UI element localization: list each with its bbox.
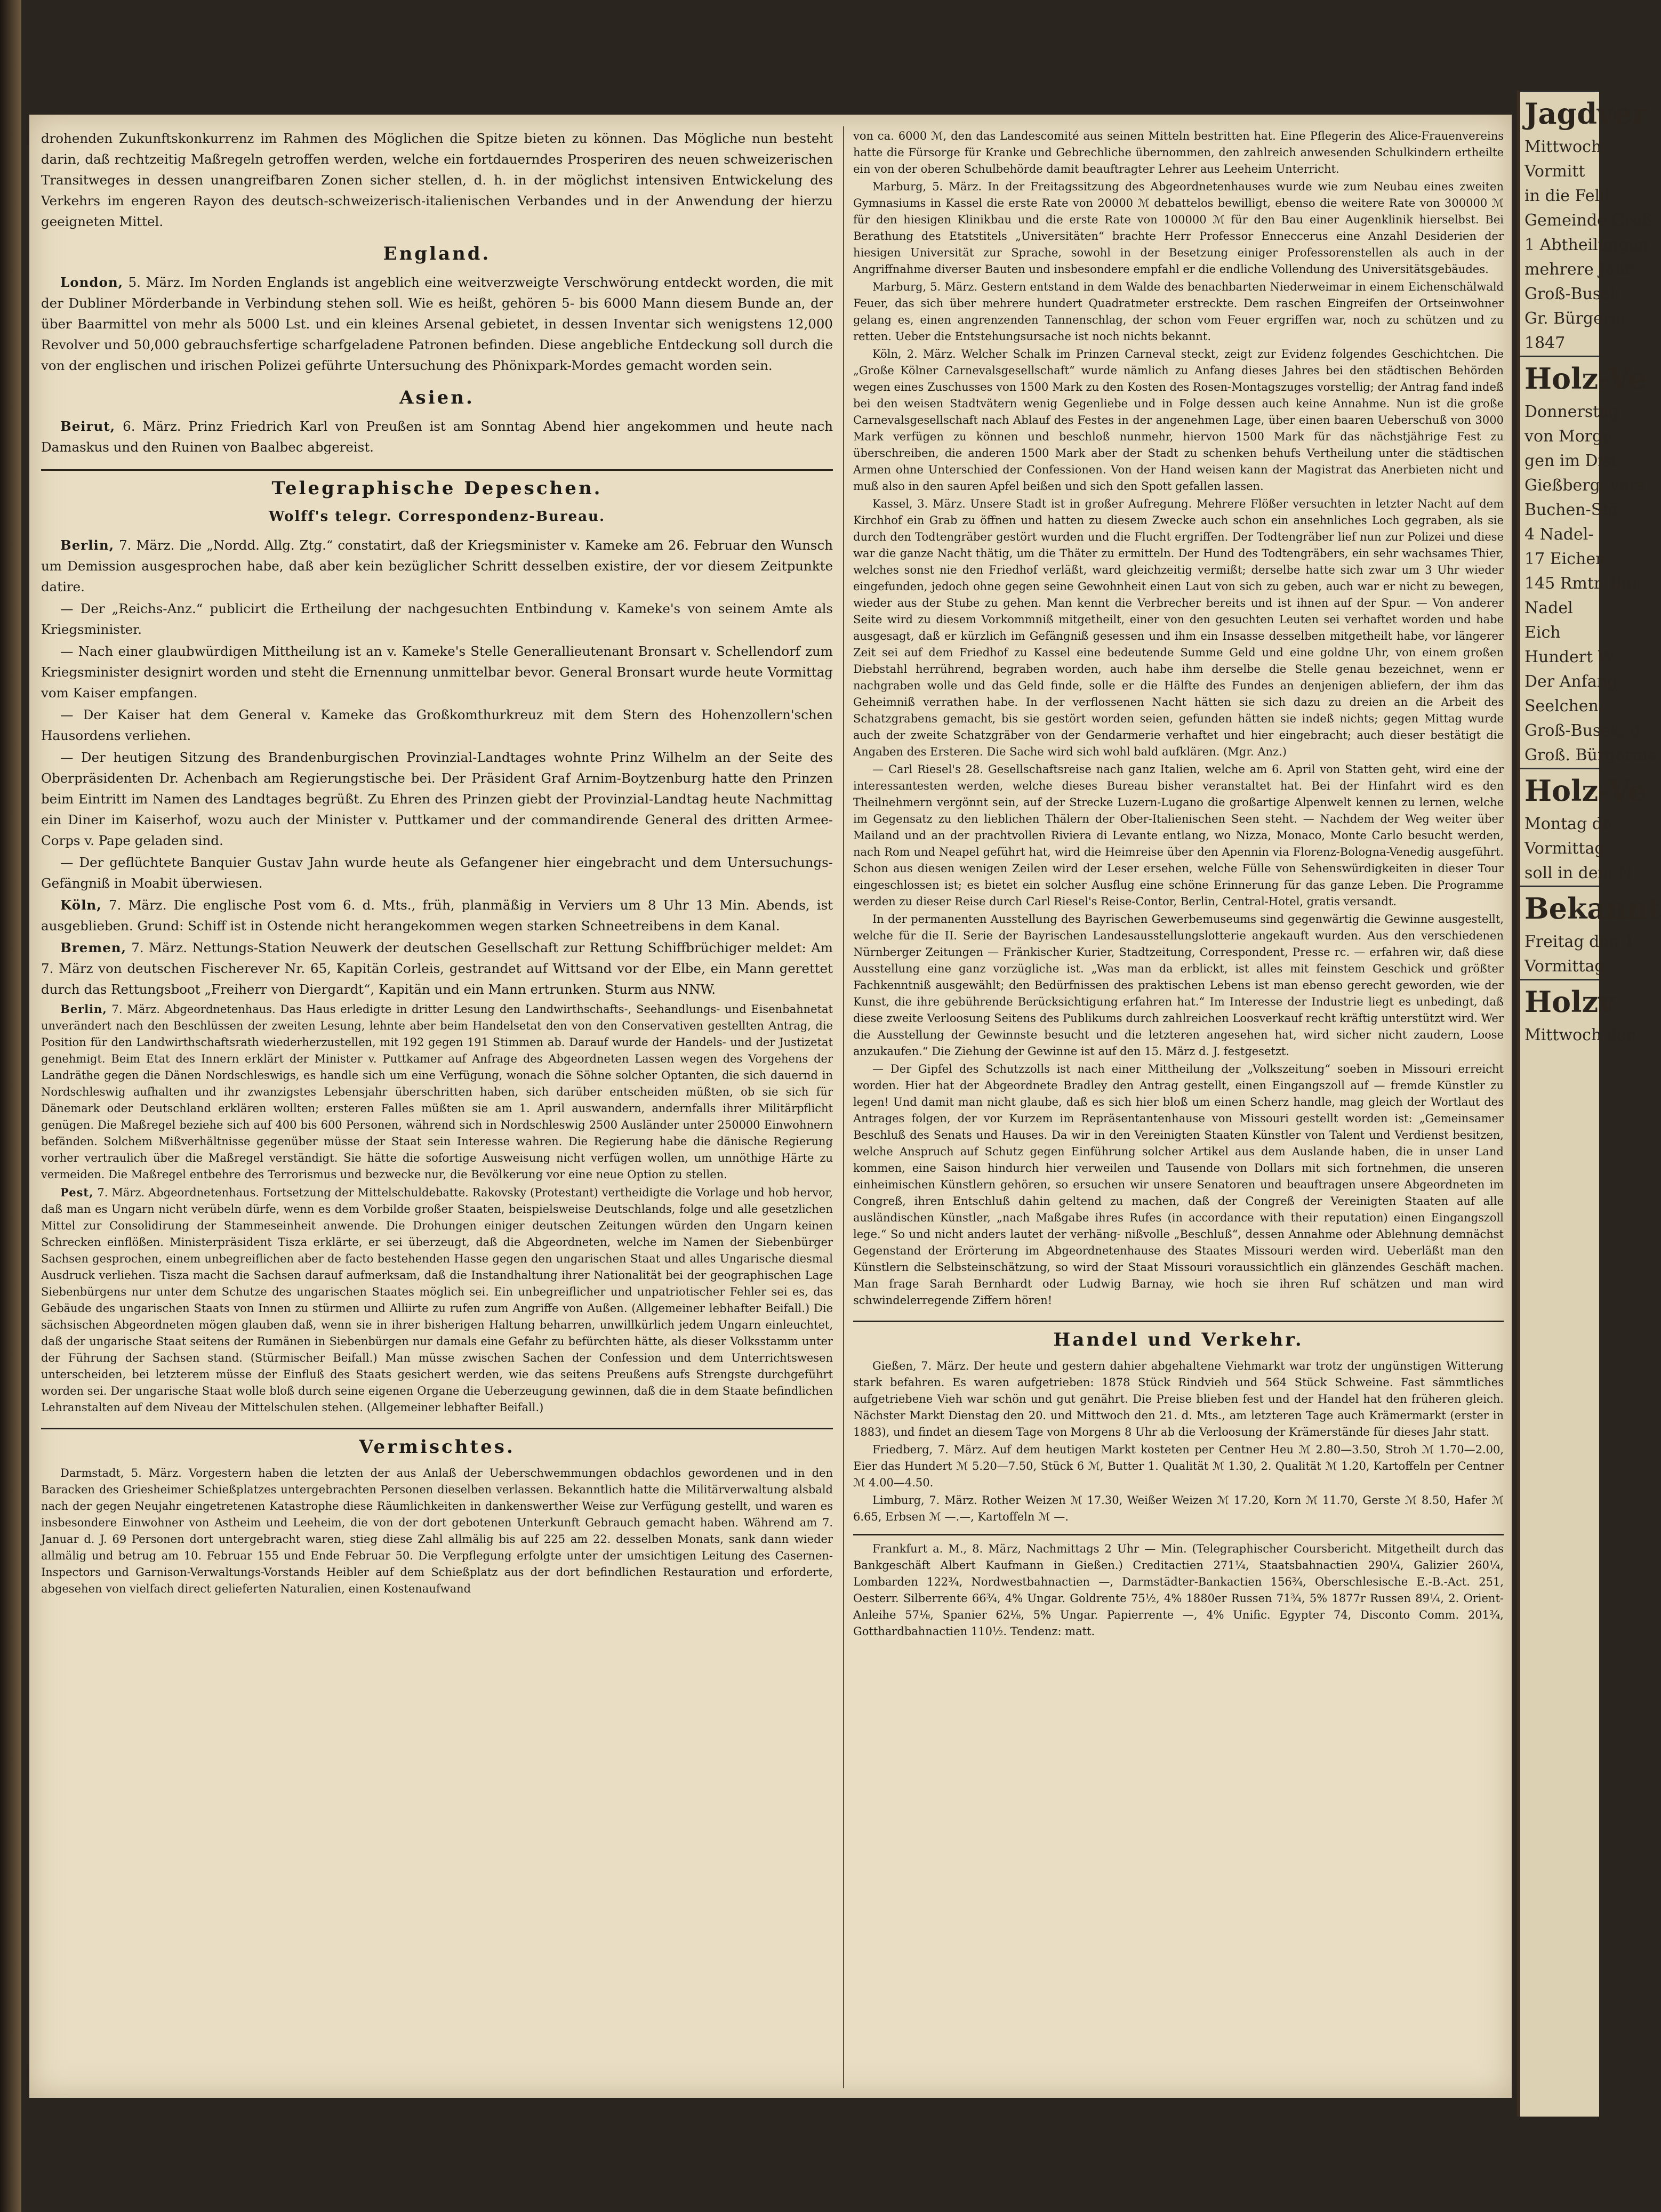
right-page-fragment: Groß. Bürgerme bbox=[1524, 746, 1657, 765]
limburg-article: Limburg, 7. März. Rother Weizen ℳ 17.30, Weißer Weizen ℳ 17.20, Korn ℳ 11.70, Gerste ℳ 8.50, Hafer ℳ 6.65, Erbsen ℳ —.—, Kartoffeln ℳ —. bbox=[853, 1494, 1504, 1523]
bremen-place: Bremen, bbox=[60, 940, 127, 955]
right-page-fragment: Bekannt bbox=[1520, 886, 1599, 930]
middle-column bbox=[853, 128, 1504, 2087]
left-column bbox=[41, 128, 833, 2087]
intro-paragraph: drohenden Zukunftskonkurrenz im Rahmen des Möglichen die Spitze bieten zu können. Das Mögliche nun besteht darin, daß rechtzeitig Maßregeln getroffen werden, welche ein fortdauerndes Prosperiren des neuen schweizerischen Transitweges in dessen unangreifbaren Zonen sicher stellen, d. h. in der möglichst intensiven Entwickelung des Verkehrs im engeren Rayon des deutsch-schweizerisch-italienischen Verbandes und in der Anwendung der hierzu geeigneten Mittel. bbox=[41, 131, 833, 229]
right-page-fragment: Gemeinde Groß- bbox=[1524, 211, 1658, 230]
telegraph-heading: Telegraphische Depeschen. bbox=[41, 469, 833, 499]
right-page-fragment: Holz-Ve bbox=[1520, 768, 1599, 812]
right-page-fragment: Gr. Bürgerm bbox=[1524, 309, 1626, 328]
berlin-place-1: Berlin, bbox=[60, 537, 115, 553]
right-page-fragment: Hundert W bbox=[1524, 648, 1615, 666]
right-page-fragment: Freitag den 1 bbox=[1524, 932, 1635, 951]
right-page-fragment: in die Feld- bbox=[1524, 187, 1616, 205]
kassel-article: Kassel, 3. März. Unsere Stadt ist in großer Aufregung. Mehrere Flößer versuchten in letzter Nacht auf dem Kirchhof ein Grab zu öffnen und hatten zu diesem Zwecke auch schon ein ansehnliches Loch gegraben, als sie durch den Todtengräber gestört wurden und die Flucht ergriffen. Der Todtengräber lief nun zur Polizei und diese war die ganze Nacht thätig, um die Thäter zu ermitteln. Der Hund des Todtengräbers, ein sehr wachsames Thier, welches sonst nie den Friedhof verläßt, ward gleichzeitig vermißt; derselbe hatte sich zwar um 3 Uhr wieder eingefunden, jedoch ohne gegen seine Gewohnheit einen Laut von sich zu geben, auch war er nicht zu bewegen, wieder aus der Stube zu gehen. Man kennt die Verbrecher bereits und ist ihnen auf der Spur. — Von anderer Seite wird zu diesem Vorkommniß mitgetheilt, einer von den gesuchten Leuten sei verhaftet worden und habe ausgesagt, daß er kürzlich im Gefängniß gesessen und ihm ein Insasse desselben mitgetheilt habe, vor längerer Zeit sei auf dem Friedhof zu Kassel eine bedeutende Summe Geld und eine goldne Uhr, von einem großen Diebstahl herrührend, begraben worden, auch habe ihm derselbe die Stelle genau bezeichnet, wenn er nachgraben wolle und das Geld finde, solle er die Hälfte des Fundes an denjenigen abliefern, der ihm das Geheimniß verrathen habe. In der verflossenen Nacht hätten sie sich dazu zu dreien an die Arbeit des Schatzgrabens gemacht, bis sie gestört worden seien, gefunden hätten sie indeß nichts; gegen Mittag wurde auch der zweite Schatzgräber von der Gendarmerie verhaftet und hier eingebracht; auch dieser bestätigt die Angaben des Ersteren. Die Sache wird sich wohl bald aufklären. (Mgr. Anz.) bbox=[853, 497, 1504, 758]
section-rule bbox=[853, 1534, 1504, 1535]
bremen-text: 7. März. Nettungs-Station Neuwerk der deutschen Gesellschaft zur Rettung Schiffbrüchiger meldet: Am 7. März von deutschen Fischerever Nr. 65, Kapitän Corleis, gestrandet auf Wittsand vor der Elbe, ein Mann gerettet durch das Rettungsboot „Freiherr von Diergardt“, Kapitän und ein Mann ertrunken. Sturm aus NNW. bbox=[41, 940, 833, 997]
right-page-fragment: Vormittag bbox=[1524, 839, 1605, 858]
right-page-fragment: gen im Dist bbox=[1524, 452, 1618, 470]
koeln-carneval-article: Köln, 2. März. Welcher Schalk im Prinzen Carneval steckt, zeigt zur Evidenz folgendes Geschichtchen. Die „Große Kölner Carnevalsgesellschaft“ wurde nämlich zu Anfang dieses Jahres bei den städtischen Behörden wegen eines Zuschusses von 1500 Mark zu den Kosten des Rosen-Montagszuges vorstellig; der Antrag fand indeß bei den weisen Stadtvätern wenig Gegenliebe und in Folge dessen auch keine Annahme. Nun ist die große Carnevalsgesellschaft nach Ablauf des Festes in der angenehmen Lage, über einen baaren Ueberschuß von 3000 Mark verfügen zu können und beschloß nunmehr, hiervon 1500 Mark für das nächstjährige Fest zu überschreiben, die anderen 1500 Mark aber der Stadt zu schenken behufs Vertheilung unter die städtischen Armen ohne Unterschied der Confessionen. Von der Hand weisen kann der Magistrat das Anerbieten nicht und muß also in den sauren Apfel beißen und sich den Spott gefallen lassen. bbox=[853, 348, 1504, 493]
right-page-fragment: Der Anfang bbox=[1524, 672, 1618, 691]
right-page-fragment: 17 Eichen- bbox=[1524, 550, 1611, 568]
adjacent-page-edge bbox=[1517, 91, 1661, 2117]
right-page-fragment: Seelchen. bbox=[1524, 697, 1604, 715]
right-page-fragment: 1 Abtheilungen bbox=[1524, 236, 1649, 254]
right-page-fragment: Mittwoch den bbox=[1524, 1026, 1637, 1044]
beirut-place: Beirut, bbox=[60, 419, 116, 434]
right-page-fragment: mehrere Jahr bbox=[1524, 260, 1633, 279]
darmstadt-article: Darmstadt, 5. März. Vorgestern haben die letzten der aus Anlaß der Ueberschwemmungen obdachlos gewordenen und in den Baracken des Griesheimer Schießplatzes untergebrachten Personen dieselben verlassen. Bekanntlich hatte die Militärverwaltung alsbald nach der gegen Neujahr eingetretenen Katastrophe diese Räumlichkeiten in dankenswerther Weise zur Verfügung gestellt, und waren es insbesondere Einwohner von Astheim und Leeheim, die von der dort gebotenen Unterkunft Gebrauch gemacht haben. Während am 7. Januar d. J. 69 Personen dort untergebracht waren, stieg diese Zahl allmälig bis auf 225 am 22. desselben Monats, sank dann wieder allmälig und betrug am 10. Februar 155 und Ende Februar 50. Die Verpflegung erfolgte unter der umsichtigen Leitung des Casernen-Inspectors und Garnison-Verwaltungs-Vorstands Heibler auf dem Schießplatz aus der dort befindlichen Restauration und erforderte, abgesehen von vielfach direct gelieferten Naturalien, einen Kostenaufwand bbox=[41, 1467, 833, 1595]
london-place: London, bbox=[60, 275, 124, 290]
berlin-article-1 bbox=[41, 535, 833, 597]
right-page-fragment: soll in dem N bbox=[1524, 864, 1632, 882]
right-page-fragment: Donnerstag bbox=[1524, 403, 1619, 421]
berlin-text-1: 7. März. Die „Nordd. Allg. Ztg.“ constatirt, daß der Kriegsminister v. Kameke am 26. Februar den Wunsch um Demission ausgesprochen habe, daß aber kein bezüglicher Schritt desselben existire, der vor diesem Zeitpunkte datire. bbox=[41, 537, 833, 594]
book-spine bbox=[0, 0, 21, 2212]
right-page-fragment: Eich bbox=[1524, 623, 1561, 642]
jahn-paragraph: — Der geflüchtete Banquier Gustav Jahn wurde heute als Gefangener hier eingebracht und dem Untersuchungs-Gefängniß in Moabit überwiesen. bbox=[41, 855, 833, 891]
koeln-text: 7. März. Die englische Post vom 6. d. Mts., früh, planmäßig in Verviers um 8 Uhr 13 Min. Abends, ist ausgeblieben. Grund: Schiff ist in Ostende nicht herangekommen wegen starken Schneetreibens in dem Kanal. bbox=[41, 897, 833, 934]
frankfurt-article: Frankfurt a. M., 8. März, Nachmittags 2 Uhr — Min. (Telegraphischer Coursbericht. Mitgetheilt durch das Bankgeschäft Albert Kaufmann in Gießen.) Creditactien 271¼, Staatsbahnactien 290¼, Galizier 260¼, Lombarden 122¾, Nordwestbahnactien —, Darmstädter-Bankactien 156¾, Oberschlesische E.-B.-Act. 251, Oesterr. Silberrente 66¾, 4% Ungar. Goldrente 75½, 4% 1880er Russen 71¾, 5% 1877r Russen 89¼, 2. Orient-Anleihe 57⅛, Spanier 62⅛, 5% Ungar. Papierrente —, 4% Unific. Egypter 74, Disconto Comm. 201¾, Gotthardbahnactien 110½. Tendenz: matt. bbox=[853, 1542, 1504, 1638]
friedberg-article: Friedberg, 7. März. Auf dem heutigen Markt kosteten per Centner Heu ℳ 2.80—3.50, Stroh ℳ 1.70—2.00, Eier das Hundert ℳ 5.20—7.50, Stück 6 ℳ, Butter 1. Qualität ℳ 1.30, 2. Qualität ℳ 1.20, Kartoffeln per Centner ℳ 4.00—4.50. bbox=[853, 1443, 1504, 1489]
ausstellung-article: In der permanenten Ausstellung des Bayrischen Gewerbemuseums sind gegenwärtig die Gewinne ausgestellt, welche für die II. Serie der Bayrischen Landesausstellungslotterie angekauft wurden. Aus den verschiedenen Nürnberger Zeitungen — Fränkischer Kurier, Stadtzeitung, Correspondent, Presse rc. — erfahren wir, daß diese Ausstellung eine ganz vorzügliche ist. „Was man da erblickt, ist alles mit feinstem Geschick und größter Fachkenntniß ausgewählt; den Bedürfnissen des praktischen Lebens ist man ebenso gerecht geworden, wie der Kunst, die ihre gebührende Berücksichtigung erfahren hat.“ Im Interesse der Industrie liegt es unbedingt, daß diese zweite Verloosung Seitens des Publikums durch zahlreichen Loosverkauf recht kräftig unterstützt wird. Wer die Ausstellung der Gewinnste besucht und die letzteren angesehen hat, wird sicher nicht zaudern, Loose anzukaufen.“ Die Ziehung der Gewinne ist auf den 15. März d. J. festgesetzt. bbox=[853, 913, 1504, 1058]
marburg-article-1: Marburg, 5. März. In der Freitagssitzung des Abgeordnetenhauses wurde wie zum Neubau eines zweiten Gymnasiums in Kassel die erste Rate von 20000 ℳ debattelos bewilligt, ebenso die weitere Rate von 300000 ℳ für den hiesigen Klinikbau und die erste Rate von 100000 ℳ für den Bau einer Augenklinik hierselbst. Bei Berathung des Etatstitels „Universitäten“ brachte Herr Professor Enneccerus eine Anzahl Desiderien der hiesigen Universität zur Sprache, sowohl in der Besetzung einiger Professorenstellen als auch in der Angriffnahme diverser Bauten und insbesondere empfahl er die endliche Vollendung des Universitätsgebäudes. bbox=[853, 180, 1504, 276]
right-page-fragment: von Morge bbox=[1524, 427, 1612, 446]
column-divider bbox=[843, 126, 844, 2088]
right-page-fragment: Holz-Ve bbox=[1520, 356, 1599, 400]
telegraph-subheading: Wolff's telegr. Correspondenz-Bureau. bbox=[268, 509, 606, 525]
beirut-article bbox=[41, 416, 833, 457]
schutzzoll-article: — Der Gipfel des Schutzzolls ist nach einer Mittheilung der „Volkszeitung“ soeben in Missouri erreicht worden. Hier hat der Abgeordnete Bradley den Antrag gestellt, einen Eingangszoll auf — fremde Künstler zu legen! Und damit man nicht glaube, daß es sich hier bloß um einen Scherz handle, mag gleich der Wortlaut des Antrages folgen, der vor Kurzem im Repräsentantenhause von Missouri gestellt worden ist: „Gemeinsamer Beschluß des Senats und Hauses. Da wir in den Vereinigten Staaten Künstler von Talent und Verdienst besitzen, welche Anspruch auf Schutz gegen Einführung solcher Artikel aus dem Auslande haben, die in unser Land kommen, eine Saison hindurch hier verweilen und Tausende von Dollars mit sich fortnehmen, die unseren einheimischen Künstlern gehören, so ersuchen wir unsere Senatoren und beauftragen unsere Abgeordneten im Congreß, ihren Entschluß dahin geltend zu machen, daß der Congreß der Vereinigten Staaten auf alle ausländischen Künstler, „nach Maßgabe ihres Rufes (in accordance with their reputation) einen Eingangszoll lege.“ So und nicht anders lautet der verhäng- nißvolle „Beschluß“, dessen Annahme oder Ablehnung demnächst Gegenstand der Erörterung im Abgeordnetenhause des Staates Missouri werden wird. Ueberläßt man den Künstlern die Selbsteinschätzung, so wird der Staat Missouri voraussichtlich ein glänzendes Geschäft machen. Man frage Sarah Bernhardt oder Ludwig Barnay, wie hoch sie ihren Ruf schätzen und man wird schwindelerregende Ziffern hören! bbox=[853, 1063, 1504, 1307]
beirut-text: 6. März. Prinz Friedrich Karl von Preußen ist am Sonntag Abend hier angekommen und heute nach Damaskus und den Ruinen von Baalbec abgereist. bbox=[41, 419, 833, 455]
england-heading: England. bbox=[383, 243, 491, 264]
berlin-text-2: 7. März. Abgeordnetenhaus. Das Haus erledigte in dritter Lesung den Landwirthschafts-, Seehandlungs- und Eisenbahnetat unverändert nach den Beschlüssen der zweiten Lesung, lehnte aber beim Handelsetat den von den Conservativen gestellten Antrag, die Position für den Landwirthschaftsrath wiederherzustellen, mit 192 gegen 191 Stimmen ab. Darauf wurde der Handels- und der Justizetat genehmigt. Beim Etat des Innern erklärt der Minister v. Puttkamer auf Anfrage des Abgeordneten Lassen wegen des Vorgehens der Landräthe gegen die Dänen Nordschleswigs, es handle sich um eine Verfügung, wonach die Söhne solcher Optanten, die sich dauernd in Nordschleswig aufhalten und ihr zwanzigstes Lebensjahr überschritten haben, sich darüber entscheiden müßten, ob sie sich für Dänemark oder Deutschland erklären wollten; ersteren Falles müßten sie am 1. April auswandern, andernfalls ihrer Militärpflicht genügen. Die Maßregel beziehe sich auf 400 bis 600 Personen, während sich in Nordschleswig 2500 Ausländer unter 250000 Einwohnern befänden. Solchem Mißverhältnisse gegenüber müsse der Staat sein Interesse wahren. Die Regierung habe die dänische Regierung vorher vertraulich über die Maßregel verständigt. Sie hätte die sofortige Ausweisung nicht verfügen wollen, um unnöthige Härte zu vermeiden. Die Maßregel entbehre des Terrorismus und bezwecke nur, die Bevölkerung vor eine neue Option zu stellen. bbox=[41, 1003, 833, 1181]
pest-place: Pest, bbox=[60, 1186, 94, 1199]
riesel-article: — Carl Riesel's 28. Gesellschaftsreise nach ganz Italien, welche am 6. April von Statten geht, wird eine der interessantesten werden, welche dieses Bureau bisher veranstaltet hat. Bei der Hinfahrt wird es den Theilnehmern vergönnt sein, auf der Strecke Luzern-Lugano die großartige Alpenwelt kennen zu lernen, welche im Gegensatz zu den lieblichen Thälern der Ober-Italienischen Seen steht. — Nachdem der Weg weiter über Mailand und an der prachtvollen Riviera di Levante entlang, wo Nizza, Monaco, Monte Carlo besucht werden, nach Rom und Neapel geführt hat, wird die Heimreise über den Apennin via Florenz-Bologna-Venedig ausgeführt. Schon aus diesen wenigen Zeilen wird der Leser ersehen, welche Fülle von Sehenswürdigkeiten in dieser Tour eingeschlossen ist; es bietet ein solcher Ausflug eine schöne Erinnerung für das ganze Leben. Die Programme werden zu dieser Reise durch Carl Riesel's Reise-Contor, Berlin, Central-Hotel, gratis versandt. bbox=[853, 763, 1504, 908]
right-page-fragment: Mittwoch bbox=[1524, 138, 1602, 156]
reichsanz-paragraph: — Der „Reichs-Anz.“ publicirt die Ertheilung der nachgesuchten Entbindung v. Kameke's von seinem Amte als Kriegsminister. bbox=[41, 601, 833, 637]
right-page-fragment: Holzv bbox=[1520, 979, 1599, 1023]
pest-text: 7. März. Abgeordnetenhaus. Fortsetzung der Mittelschuldebatte. Rakovsky (Protestant) vertheidigte die Vorlage und hob hervor, daß man es Ungarn nicht verübeln dürfe, wenn es dem Vorbilde großer Staaten, beispielsweise Deutschlands, folge und alle gesetzlichen Mittel zur Consolidirung der Stammeseinheit anwende. Die Drohungen einiger deutschen Zeitungen würden den Ungarn keinen Schrecken einflößen. Ministerpräsident Tisza erklärte, er sei überzeugt, daß die Abgeordneten, welche im Namen der Siebenbürger Sachsen gesprochen, einem unbegreiflichen aber de facto bestehenden Hasse gegen den ungarischen Staat und alles Ungarische diesmal Ausdruck verliehen. Tisza macht die Sachsen darauf aufmerksam, daß die Instandhaltung ihrer Nationalität bei der geographischen Lage Siebenbürgens nur unter dem Schutze des ungarischen Staates möglich sei. Ein unbegreiflicher und unpatriotischer Fehler sei es, das Gebäude des ungarischen Staats von Innen zu stürmen und Alliirte zu rufen zum Angriffe von Außen. (Allgemeiner lebhafter Beifall.) Die sächsischen Abgeordneten mögen glauben daß, wenn sie in ihrer bisherigen Haltung beharren, unwillkürlich jedem Ungarn einleuchtet, daß der ungarische Staat seitens der Rumänen in Siebenbürgen nur damals eine Gefahr zu befürchten hätte, als dieser Volksstamm unter der Führung der Sachsen stand. (Stürmischer Beifall.) Man müsse zwischen Sachen der Confession und dem Unterrichtswesen unterscheiden, bei letzterem müsse der Einfluß des Staats gesichert werden, wie das seitens Preußens aufs Strengste durchgeführt worden sei. Der ungarische Staat wolle bloß durch seine eigenen Organe die Ueberzeugung gewinnen, daß die in dem Staate befindlichen Lehranstalten auf dem Niveau der Mittelschulen stehen. (Allgemeiner lebhafter Beifall.) bbox=[41, 1186, 833, 1414]
bronsart-paragraph: — Nach einer glaubwürdigen Mittheilung ist an v. Kameke's Stelle Generallieutenant Bronsart v. Schellendorf zum Kriegsminister designirt worden und steht die Ernennung unmittelbar bevor. General Bronsart wurde heute Vormittag vom Kaiser empfangen. bbox=[41, 644, 833, 701]
giessen-article: Gießen, 7. März. Der heute und gestern dahier abgehaltene Viehmarkt war trotz der ungünstigen Witterung stark befahren. Es waren aufgetrieben: 1878 Stück Rindvieh und 564 Stück Schweine. Fast sämmtliches aufgetriebene Vieh war schön und gut genährt. Die Preise blieben fest und der Handel hat den früheren gleich. Nächster Markt Dienstag den 20. und Mittwoch den 21. d. Mts., am letzteren Tage auch Krämermarkt (erster in 1883), und findet an diesem Tage von Morgens 8 Uhr ab die Verloosung der Krämerstände für dieses Jahr statt. bbox=[853, 1360, 1504, 1438]
london-article bbox=[41, 272, 833, 376]
bremen-article bbox=[41, 937, 833, 1000]
continuation-paragraph: von ca. 6000 ℳ, den das Landescomité aus seinen Mitteln bestritten hat. Eine Pflegerin des Alice-Frauenvereins hatte die Fürsorge für Kranke und Gebrechliche übernommen, den zahlreich anwesenden Schulkindern ertheilte ein von der oberen Schulbehörde damit beauftragter Lehrer aus Leeheim Unterricht. bbox=[853, 130, 1504, 175]
asia-heading: Asien. bbox=[399, 387, 475, 408]
berlin-article-2 bbox=[41, 1001, 833, 1183]
newspaper-page bbox=[29, 115, 1512, 2098]
right-page-fragment: Groß-Busek bbox=[1524, 285, 1620, 303]
marburg-article-2: Marburg, 5. März. Gestern entstand in dem Walde des benachbarten Niederweimar in einem Eichenschälwald Feuer, das sich über mehrere hundert Quadratmeter erstreckte. Dem raschen Eingreifen der Ortseinwohner gelang es, einen angrenzenden Tannenschlag, der schon vom Feuer ergriffen war, noch zu schützen und zu retten. Ueber die Entstehungsursache ist noch nichts bekannt. bbox=[853, 280, 1504, 343]
right-page-fragment: Jagdver bbox=[1520, 91, 1599, 135]
right-page-fragment: Buchen-Stä bbox=[1524, 501, 1618, 519]
kaiser-paragraph: — Der Kaiser hat dem General v. Kameke das Großkomthurkreuz mit dem Stern des Hohenzollern'schen Hausordens verliehen. bbox=[41, 707, 833, 743]
right-page-fragment: Nadel bbox=[1524, 599, 1573, 617]
right-page-fragment: Vormittag bbox=[1524, 957, 1605, 976]
right-page-fragment: 4 Nadel- bbox=[1524, 525, 1594, 544]
berlin-place-2: Berlin, bbox=[60, 1002, 107, 1016]
right-page-fragment: 145 Rmtr. Buc bbox=[1524, 574, 1641, 593]
landtag-paragraph: — Der heutigen Sitzung des Brandenburgischen Provinzial-Landtages wohnte Prinz Wilhelm an der Seite des Oberpräsidenten Dr. Achenbach am Regierungstische bei. Der Präsident Graf Arnim-Boytzenburg hatte den Prinzen beim Eintritt im Namen des Landtages begrüßt. Zu Ehren des Prinzen giebt der Provinzial-Landtag heute Nachmittag ein Diner im Kaiserhof, wozu auch der Minister v. Puttkamer und der commandirende General des dritten Armee-Corps v. Pape geladen sind. bbox=[41, 750, 833, 848]
right-page-fragment: Groß-Busek, d bbox=[1524, 721, 1641, 740]
handel-heading: Handel und Verkehr. bbox=[853, 1321, 1504, 1350]
pest-article bbox=[41, 1184, 833, 1416]
koeln-place: Köln, bbox=[60, 897, 102, 913]
right-page-fragment: Vormitt bbox=[1524, 162, 1585, 181]
right-page-fragment: Gießberg, vers bbox=[1524, 476, 1645, 495]
koeln-article bbox=[41, 895, 833, 936]
right-page-fragment: 1847 bbox=[1524, 334, 1566, 352]
right-page-fragment: Montag de bbox=[1524, 815, 1612, 833]
vermischtes-heading: Vermischtes. bbox=[41, 1428, 833, 1458]
london-text: 5. März. Im Norden Englands ist angeblich eine weitverzweigte Verschwörung entdeckt worden, die mit der Dubliner Mörderbande in Verbindung stehen soll. Wie es heißt, gehören 5- bis 6000 Mann diesem Bunde an, der über Baarmittel von mehr als 5000 Lst. und ein kleines Arsenal gebietet, in dessen Inventar sich wenigstens 12,000 Revolver und 50,000 gebrauchsfertige scharfgeladene Patronen befinden. Diese angebliche Entdeckung soll durch die von der englischen und irischen Polizei geführte Untersuchung des Phönixpark-Mordes gemacht worden sein. bbox=[41, 275, 833, 373]
